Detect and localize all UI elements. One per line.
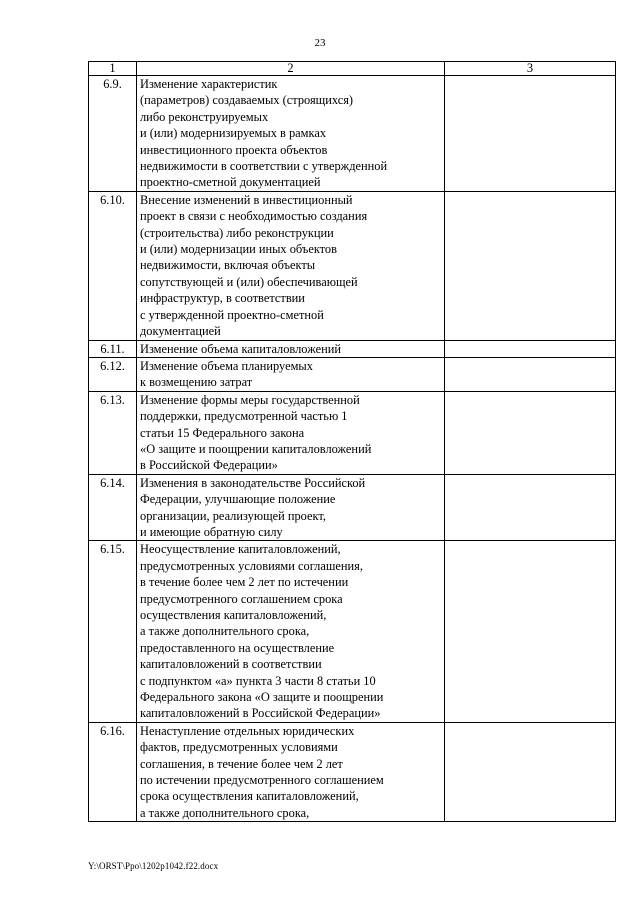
table-row	[89, 357, 616, 391]
description-line: Неосуществление капиталовложений,	[140, 542, 341, 557]
description-line: (строительства) либо реконструкции	[140, 225, 334, 240]
description-line: проект в связи с необходимостью создания	[140, 209, 368, 224]
row-number: 6.16.	[89, 722, 137, 821]
description-line: либо реконструируемых	[140, 109, 269, 124]
table-row	[89, 474, 616, 541]
description-line: недвижимости в соответствии с утвержденной	[140, 159, 388, 174]
table-row	[89, 340, 616, 357]
description-line: статьи 15 Федерального закона	[140, 425, 305, 440]
description-line: с утвержденной проектно-сметной	[140, 307, 324, 322]
row-number: 6.13.	[89, 391, 137, 474]
description-line: предусмотренного соглашением срока	[140, 591, 343, 606]
description-line: организации, реализующей проект,	[140, 508, 326, 523]
table-row	[89, 722, 616, 821]
description-line: Внесение изменений в инвестиционный	[140, 192, 353, 207]
row-description	[137, 340, 445, 357]
table-header-row	[89, 62, 616, 76]
description-line: Федерации, улучшающие положение	[140, 492, 336, 507]
row-number: 6.15.	[89, 541, 137, 722]
description-line: поддержки, предусмотренной частью 1	[140, 409, 348, 424]
table-row	[89, 76, 616, 192]
description-line: сопутствующей и (или) обеспечивающей	[140, 274, 358, 289]
row-description	[137, 357, 445, 391]
description-line: осуществления капиталовложений,	[140, 608, 327, 622]
description-line: и (или) модернизации иных объектов	[140, 242, 337, 257]
description-line: недвижимости, включая объекты	[140, 258, 316, 273]
description-line: а также дополнительного срока,	[140, 805, 310, 820]
description-line: инфраструктур, в соответствии	[140, 291, 305, 306]
description-line: к возмещению затрат	[140, 375, 253, 390]
row-description	[137, 191, 445, 340]
description-line: по истечении предусмотренного соглашением	[140, 773, 384, 788]
description-line: Изменение объема капиталовложений	[140, 341, 341, 356]
description-line: «О защите и поощрении капиталовложений	[140, 441, 372, 456]
row-number: 6.11.	[89, 340, 137, 357]
row-column-3	[445, 391, 616, 474]
description-line: документацией	[140, 324, 221, 339]
description-line: фактов, предусмотренных условиями	[140, 740, 338, 755]
row-number: 6.10.	[89, 191, 137, 340]
row-description	[137, 76, 445, 192]
description-line: и имеющие обратную силу	[140, 524, 283, 539]
description-line: соглашения, в течение более чем 2 лет	[140, 756, 343, 771]
description-line: Изменение характеристик	[140, 77, 278, 91]
description-line: в Российской Федерации»	[140, 458, 278, 473]
description-line: (параметров) создаваемых (строящихся)	[140, 93, 354, 108]
column-header-3: 3	[445, 62, 616, 76]
document-table	[88, 61, 616, 822]
column-header-2: 2	[137, 62, 445, 76]
description-line: Изменение формы меры государственной	[140, 392, 360, 407]
footer-file-path: Y:\ORST\Ppo\1202p1042.f22.docx	[88, 861, 219, 871]
row-description	[137, 722, 445, 821]
description-line: капиталовложений в Российской Федерации»	[140, 706, 381, 721]
description-line: Изменения в законодательстве Российской	[140, 475, 366, 490]
table-row	[89, 541, 616, 722]
table-row	[89, 191, 616, 340]
description-line: срока осуществления капиталовложений,	[140, 789, 359, 804]
description-line: предоставленного на осуществление	[140, 640, 335, 655]
description-line: проектно-сметной документацией	[140, 175, 321, 190]
row-column-3	[445, 191, 616, 340]
row-column-3	[445, 357, 616, 391]
row-column-3	[445, 340, 616, 357]
description-line: Федерального закона «О защите и поощрении	[140, 690, 384, 705]
description-line: а также дополнительного срока,	[140, 624, 310, 639]
description-line: и (или) модернизируемых в рамках	[140, 126, 327, 141]
description-line: в течение более чем 2 лет по истечении	[140, 575, 349, 590]
table-row	[89, 391, 616, 474]
description-line: капиталовложений в соответствии	[140, 657, 322, 672]
description-line: Ненаступление отдельных юридических	[140, 723, 355, 738]
row-description	[137, 541, 445, 722]
row-number: 6.9.	[89, 76, 137, 192]
description-line: Изменение объема планируемых	[140, 358, 313, 373]
row-number: 6.12.	[89, 357, 137, 391]
description-line: инвестиционного проекта объектов	[140, 142, 328, 157]
row-description	[137, 391, 445, 474]
row-column-3	[445, 76, 616, 192]
description-line: с подпунктом «а» пункта 3 части 8 статьи 10	[140, 673, 376, 688]
row-description	[137, 474, 445, 541]
row-column-3	[445, 722, 616, 821]
description-line: предусмотренных условиями соглашения,	[140, 558, 363, 573]
row-column-3	[445, 541, 616, 722]
row-number: 6.14.	[89, 474, 137, 541]
row-column-3	[445, 474, 616, 541]
page-number: 23	[314, 37, 326, 49]
column-header-1: 1	[89, 62, 137, 76]
